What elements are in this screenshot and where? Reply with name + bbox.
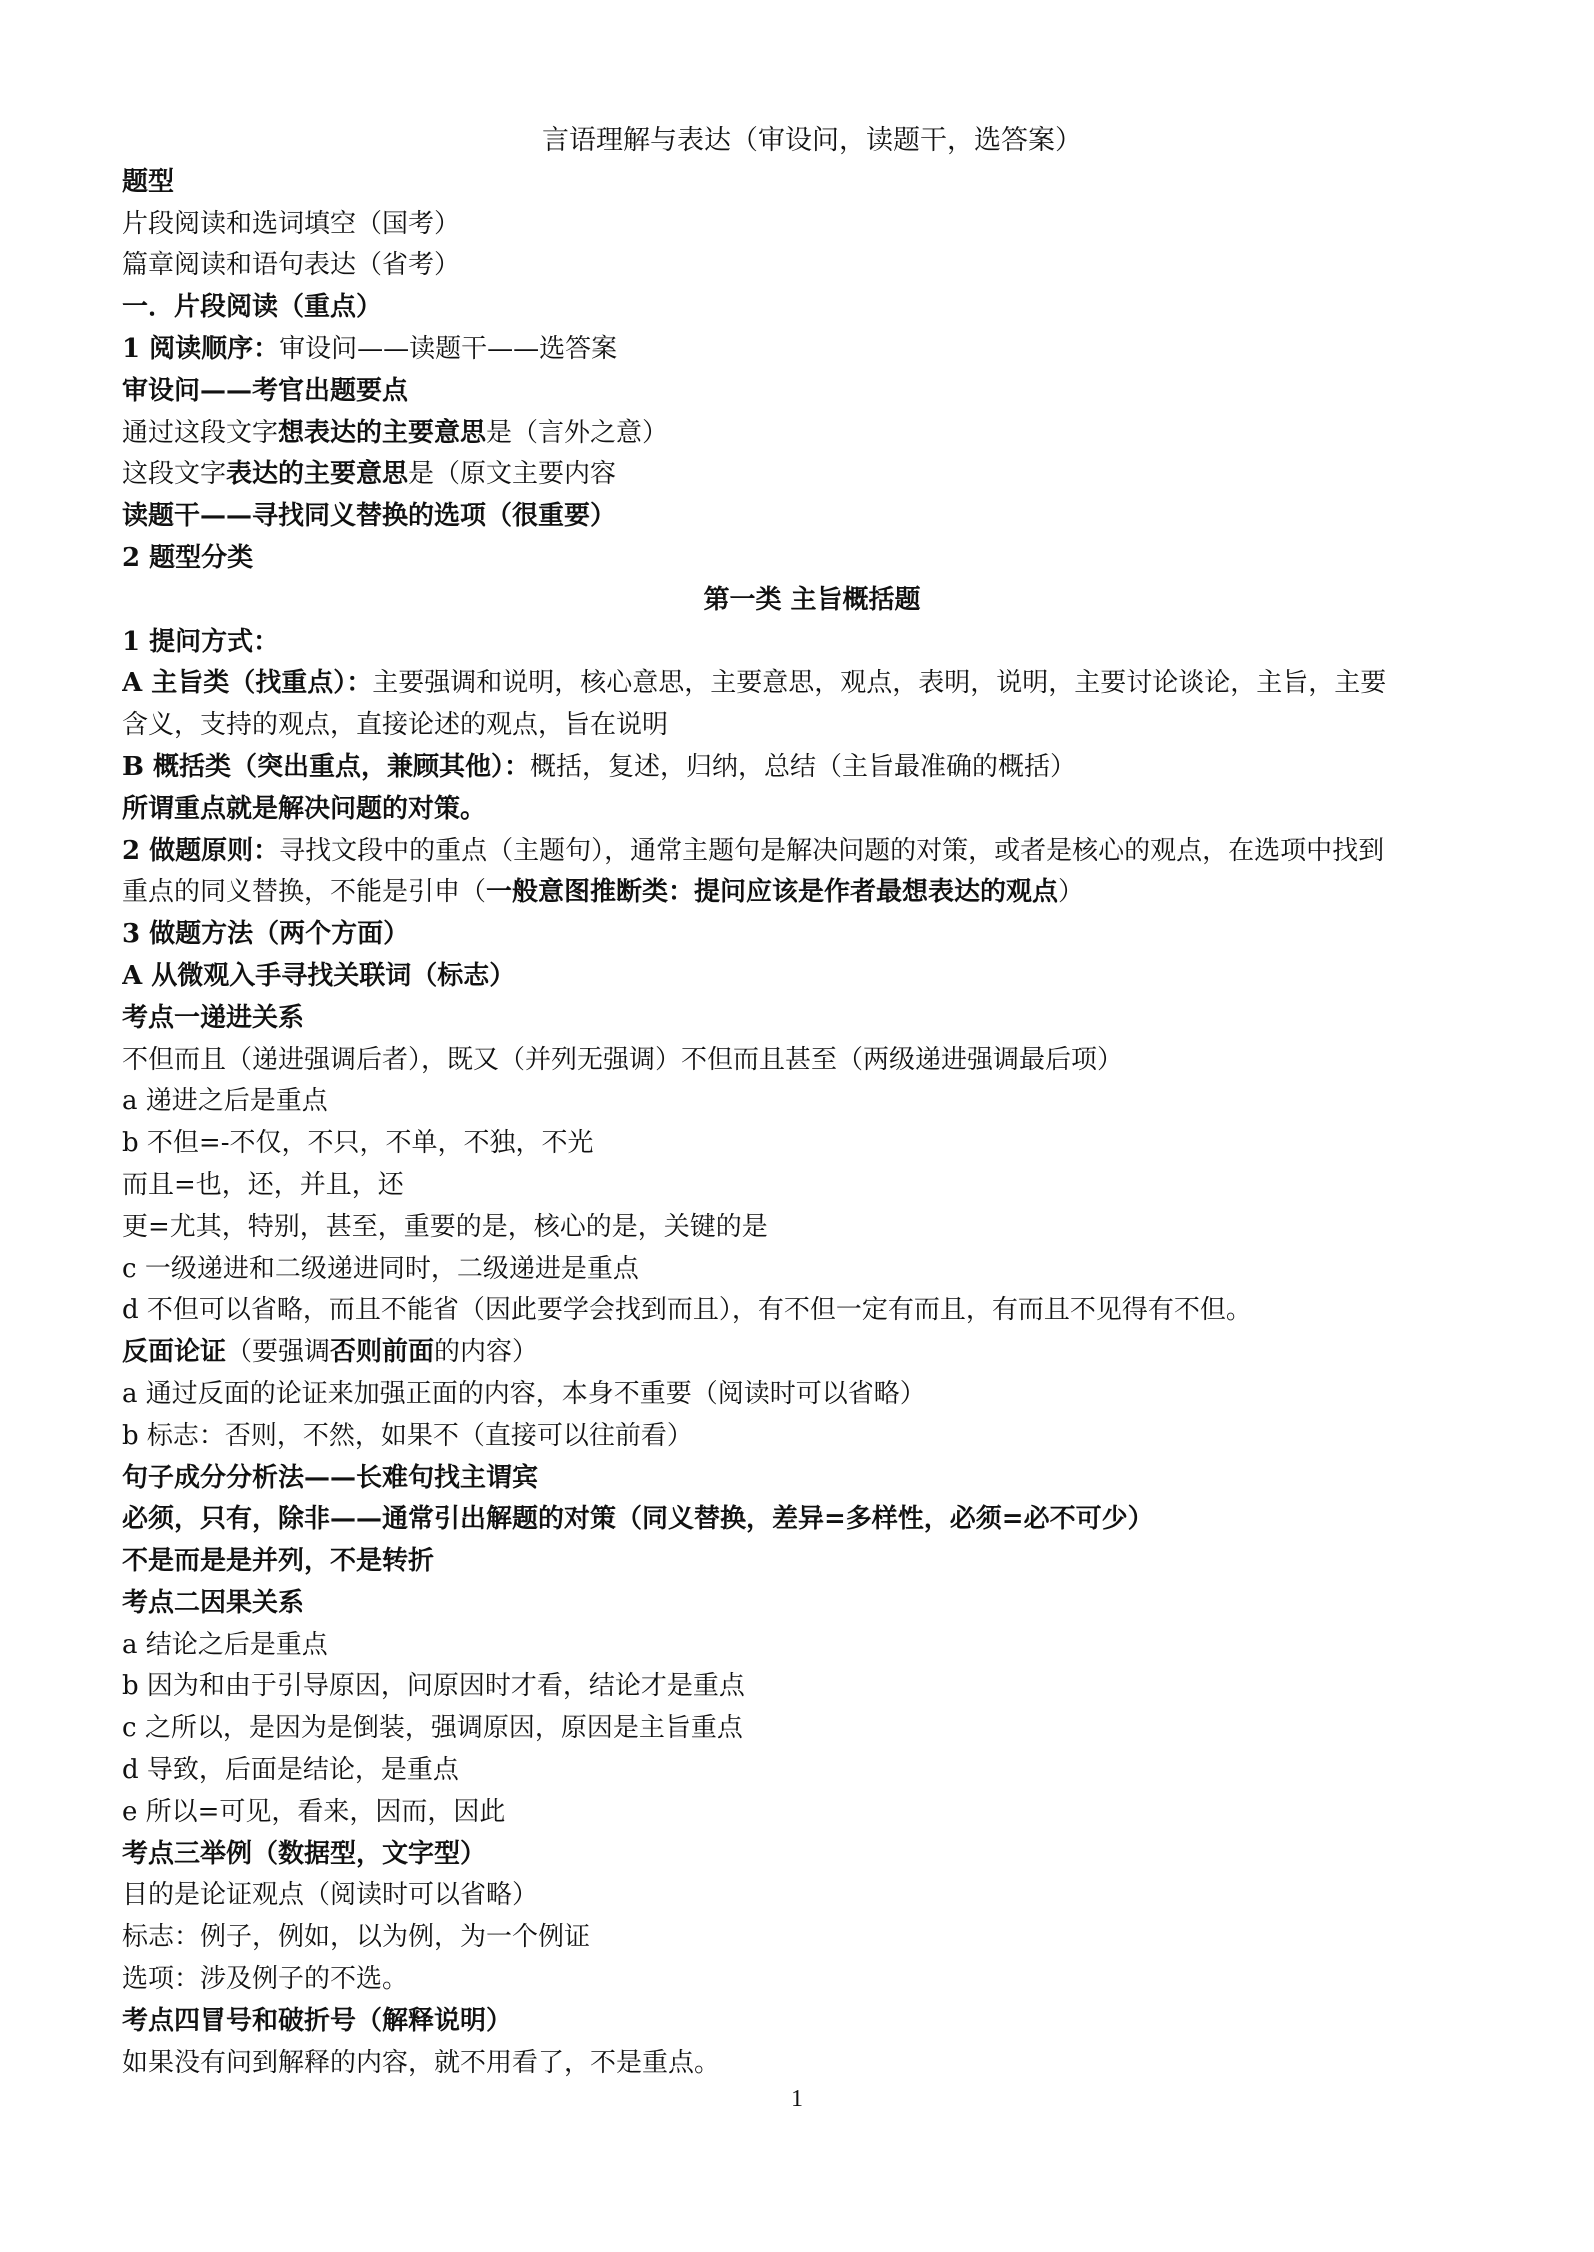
text-line [122, 1875, 1502, 1917]
bold-segment: 一．片段阅读（重点） [122, 292, 383, 323]
document-title: 言语理解与表达（审设问，读题干，选答案） [542, 125, 1082, 156]
text-segment: 的内容） [434, 1337, 539, 1368]
text-segment: c 之所以，是因为是倒装，强调原因，原因是主旨重点 [122, 1713, 743, 1744]
text-line [122, 1207, 1502, 1249]
text-line [122, 1625, 1502, 1667]
text-line [122, 1040, 1502, 1082]
text-segment: e 所以=可见，看来，因而，因此 [122, 1796, 506, 1827]
text-segment: 篇章阅读和语句表达（省考） [122, 250, 461, 281]
text-segment: b 因为和由于引导原因，问原因时才看，结论才是重点 [122, 1671, 745, 1702]
text-line [122, 1583, 1502, 1625]
bold-segment: 表达的主要意思 [226, 459, 409, 490]
text-line [122, 1374, 1502, 1416]
text-line [122, 1917, 1502, 1959]
bold-segment: 2 题型分类 [122, 542, 254, 573]
text-line [122, 454, 1502, 496]
text-line [122, 1416, 1502, 1458]
bold-segment: 1 阅读顺序： [122, 333, 280, 364]
text-segment: 是（原文主要内容 [408, 459, 617, 490]
text-line [122, 956, 1502, 998]
text-segment: （要强调 [226, 1337, 331, 1368]
text-line [122, 1165, 1502, 1207]
bold-segment: 1 提问方式： [122, 626, 280, 657]
text-segment: 含义，支持的观点，直接论述的观点，旨在说明 [122, 710, 669, 741]
text-line [122, 998, 1502, 1040]
text-segment: 重点的同义替换，不能是引申（ [122, 877, 487, 908]
text-line [122, 831, 1502, 873]
bold-segment: 考点四冒号和破折号（解释说明） [122, 2005, 513, 2036]
text-line [122, 2043, 1502, 2085]
bold-segment: 不是而是是并列，不是转折 [122, 1546, 435, 1577]
text-line [122, 1332, 1502, 1374]
text-line [122, 287, 1502, 329]
text-segment: 寻找文段中的重点（主题句），通常主题句是解决问题的对策，或者是核心的观点，在选项中找到 [279, 835, 1385, 866]
bold-segment: 反面论证 [122, 1337, 227, 1368]
text-line [122, 1541, 1502, 1583]
text-line [122, 413, 1502, 455]
text-segment: 通过这段文字 [122, 417, 279, 448]
text-line [122, 1834, 1502, 1876]
bold-segment: 想表达的主要意思 [278, 417, 487, 448]
bold-segment: 3 做题方法（两个方面） [122, 919, 410, 950]
text-line [122, 789, 1502, 831]
bold-segment: 否则前面 [330, 1337, 435, 1368]
document-body [122, 120, 1502, 2084]
text-segment: 审设问——读题干——选答案 [279, 333, 618, 364]
text-segment: a 通过反面的论证来加强正面的内容，本身不重要（阅读时可以省略） [122, 1378, 926, 1409]
bold-segment: 考点三举例（数据型，文字型） [122, 1838, 487, 1869]
bold-segment: 句子成分分析法——长难句找主谓宾 [122, 1462, 539, 1493]
text-line [122, 162, 1502, 204]
text-segment: 而且=也，还，并且，还 [122, 1169, 404, 1200]
text-line [122, 622, 1502, 664]
bold-segment: 所谓重点就是解决问题的对策。 [122, 793, 487, 824]
text-line [122, 1959, 1502, 2001]
text-line [122, 2001, 1502, 2043]
text-segment: ） [1058, 877, 1085, 908]
text-line [122, 1458, 1502, 1500]
text-line [122, 1792, 1502, 1834]
text-line [122, 872, 1502, 914]
bold-segment: 2 做题原则： [122, 835, 280, 866]
text-line [122, 245, 1502, 287]
text-segment: b 标志：否则，不然，如果不（直接可以往前看） [122, 1420, 693, 1451]
text-line [122, 1666, 1502, 1708]
text-line [122, 914, 1502, 956]
text-line [122, 1750, 1502, 1792]
text-segment: 选项：涉及例子的不选。 [122, 1964, 409, 1995]
bold-segment: 第一类 主旨概括题 [703, 584, 921, 615]
bold-segment: 审设问——考官出题要点 [122, 375, 409, 406]
text-line [122, 1081, 1502, 1123]
bold-segment: 题型 [122, 166, 175, 197]
text-line [122, 329, 1502, 371]
text-segment: b 不但=-不仅，不只，不单，不独，不光 [122, 1128, 594, 1159]
text-segment: 目的是论证观点（阅读时可以省略） [122, 1880, 539, 1911]
text-segment: 这段文字 [122, 459, 227, 490]
text-segment: 片段阅读和选词填空（国考） [122, 208, 461, 239]
text-line [122, 663, 1502, 705]
text-segment: 如果没有问到解释的内容，就不用看了，不是重点。 [122, 2047, 721, 2078]
text-line [122, 1290, 1502, 1332]
text-line [122, 1708, 1502, 1750]
bold-segment: 读题干——寻找同义替换的选项（很重要） [122, 501, 617, 532]
text-segment: 标志：例子，例如，以为例，为一个例证 [122, 1922, 591, 1953]
text-line [122, 1249, 1502, 1291]
text-line [122, 1499, 1502, 1541]
page-number: 1 [791, 2086, 803, 2112]
bold-segment: 必须，只有，除非——通常引出解题的对策（同义替换，差异=多样性，必须=必不可少） [122, 1504, 1154, 1535]
text-segment: 概括，复述，归纳，总结（主旨最准确的概括） [530, 751, 1077, 782]
bold-segment: A 从微观入手寻找关联词（标志） [122, 960, 516, 991]
text-line [122, 204, 1502, 246]
text-segment: 不但而且（递进强调后者），既又（并列无强调）不但而且甚至（两级递进强调最后项） [122, 1044, 1124, 1075]
text-line [122, 705, 1502, 747]
bold-segment: 考点一递进关系 [122, 1002, 305, 1033]
text-line [122, 496, 1502, 538]
bold-segment: A 主旨类（找重点）： [122, 668, 373, 699]
text-line [122, 747, 1502, 789]
text-segment: d 导致，后面是结论，是重点 [122, 1755, 459, 1786]
bold-segment: 考点二因果关系 [122, 1587, 305, 1618]
bold-segment: 一般意图推断类：提问应该是作者最想表达的观点 [486, 877, 1059, 908]
text-segment: d 不但可以省略，而且不能省（因此要学会找到而且），有不但一定有而且，有而且不见得有不但。 [122, 1295, 1252, 1326]
text-segment: a 结论之后是重点 [122, 1629, 328, 1660]
bold-segment: B 概括类（突出重点，兼顾其他）： [122, 751, 531, 782]
text-line [122, 538, 1502, 580]
text-line [122, 1123, 1502, 1165]
text-segment: 主要强调和说明，核心意思，主要意思，观点，表明，说明，主要讨论谈论，主旨，主要 [372, 668, 1387, 699]
text-line [122, 371, 1502, 413]
text-segment: c 一级递进和二级递进同时，二级递进是重点 [122, 1253, 639, 1284]
text-segment: a 递进之后是重点 [122, 1086, 328, 1117]
text-segment: 是（言外之意） [486, 417, 669, 448]
text-segment: 更=尤其，特别，甚至，重要的是，核心的是，关键的是 [122, 1211, 768, 1242]
text-line [122, 580, 1502, 622]
